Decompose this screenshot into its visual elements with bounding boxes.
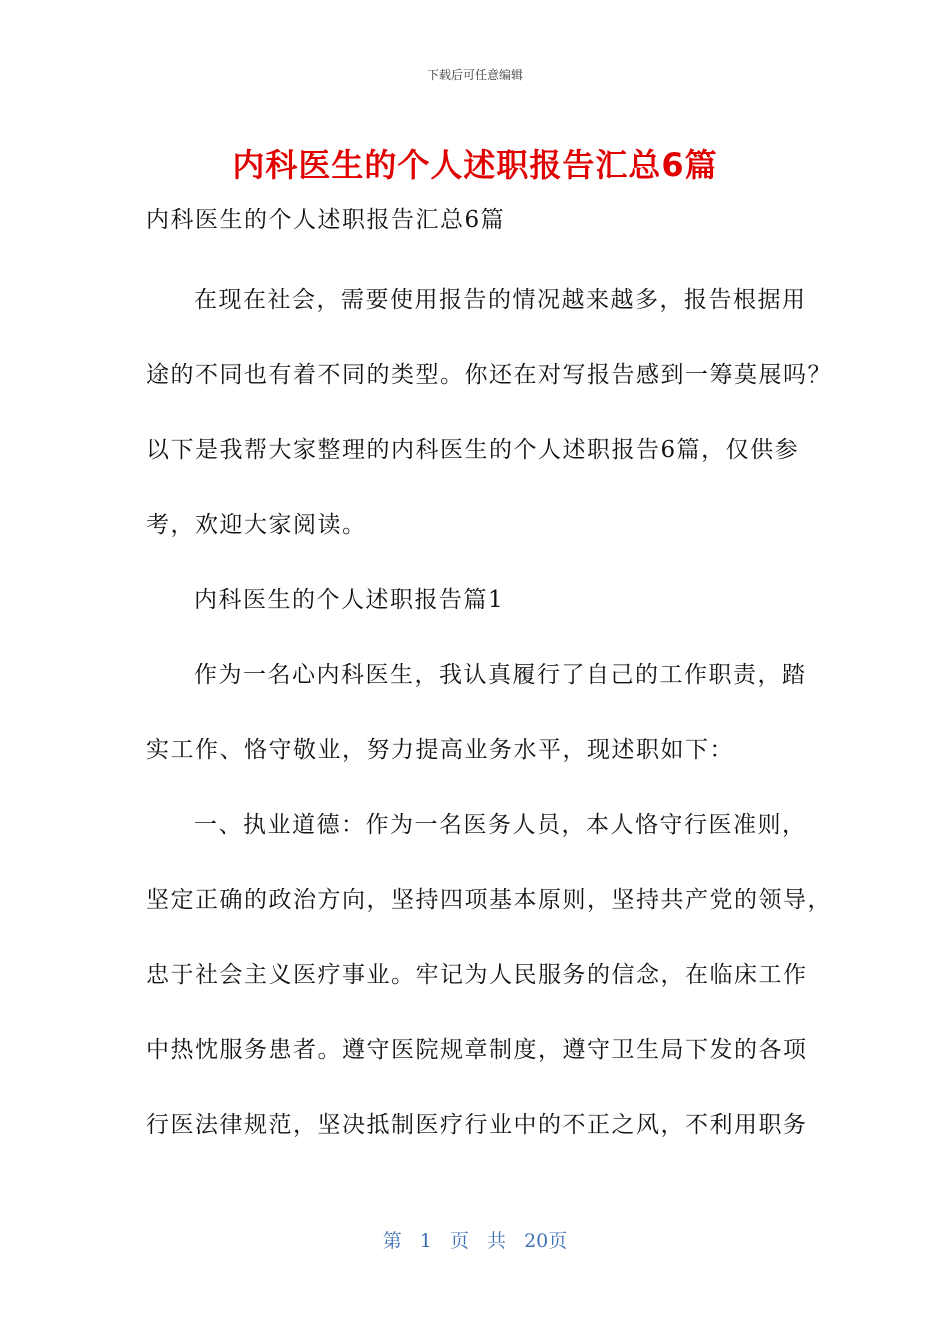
total-pages: 20页 [524, 1230, 568, 1252]
body-line: 一、执业道德：作为一名医务人员，本人恪守行医准则， [194, 812, 807, 838]
page-footer [0, 1226, 950, 1253]
body-line: 途的不同也有着不同的类型。你还在对写报告感到一筹莫展吗？ [146, 362, 832, 388]
section-heading: 内科医生的个人述职报告篇1 [194, 587, 505, 613]
body-line: 考，欢迎大家阅读。 [146, 512, 367, 538]
page-label: 第 [382, 1230, 402, 1252]
document-body [146, 198, 832, 1178]
body-line: 坚定正确的政治方向，坚持四项基本原则，坚持共产党的领导， [146, 887, 832, 913]
body-line: 实工作、恪守敬业，努力提高业务水平，现述职如下： [146, 737, 734, 763]
body-line: 内科医生的个人述职报告汇总6篇 [146, 207, 506, 233]
body-line: 中热忱服务患者。遵守医院规章制度，遵守卫生局下发的各项 [146, 1037, 808, 1063]
body-line: 以下是我帮大家整理的内科医生的个人述职报告6篇，仅供参 [146, 437, 800, 463]
document-title: 内科医生的个人述职报告汇总6篇 [232, 146, 718, 184]
body-line: 忠于社会主义医疗事业。牢记为人民服务的信念，在临床工作 [146, 962, 808, 988]
body-line: 作为一名心内科医生，我认真履行了自己的工作职责，踏 [194, 662, 807, 688]
page-label-suffix: 页 [449, 1230, 469, 1252]
page-number: 1 [419, 1230, 432, 1252]
body-line: 行医法律规范，坚决抵制医疗行业中的不正之风，不利用职务 [146, 1112, 808, 1138]
header-note: 下载后可任意编辑 [426, 68, 523, 82]
total-label: 共 [487, 1230, 507, 1252]
body-line: 在现在社会，需要使用报告的情况越来越多，报告根据用 [194, 287, 807, 313]
